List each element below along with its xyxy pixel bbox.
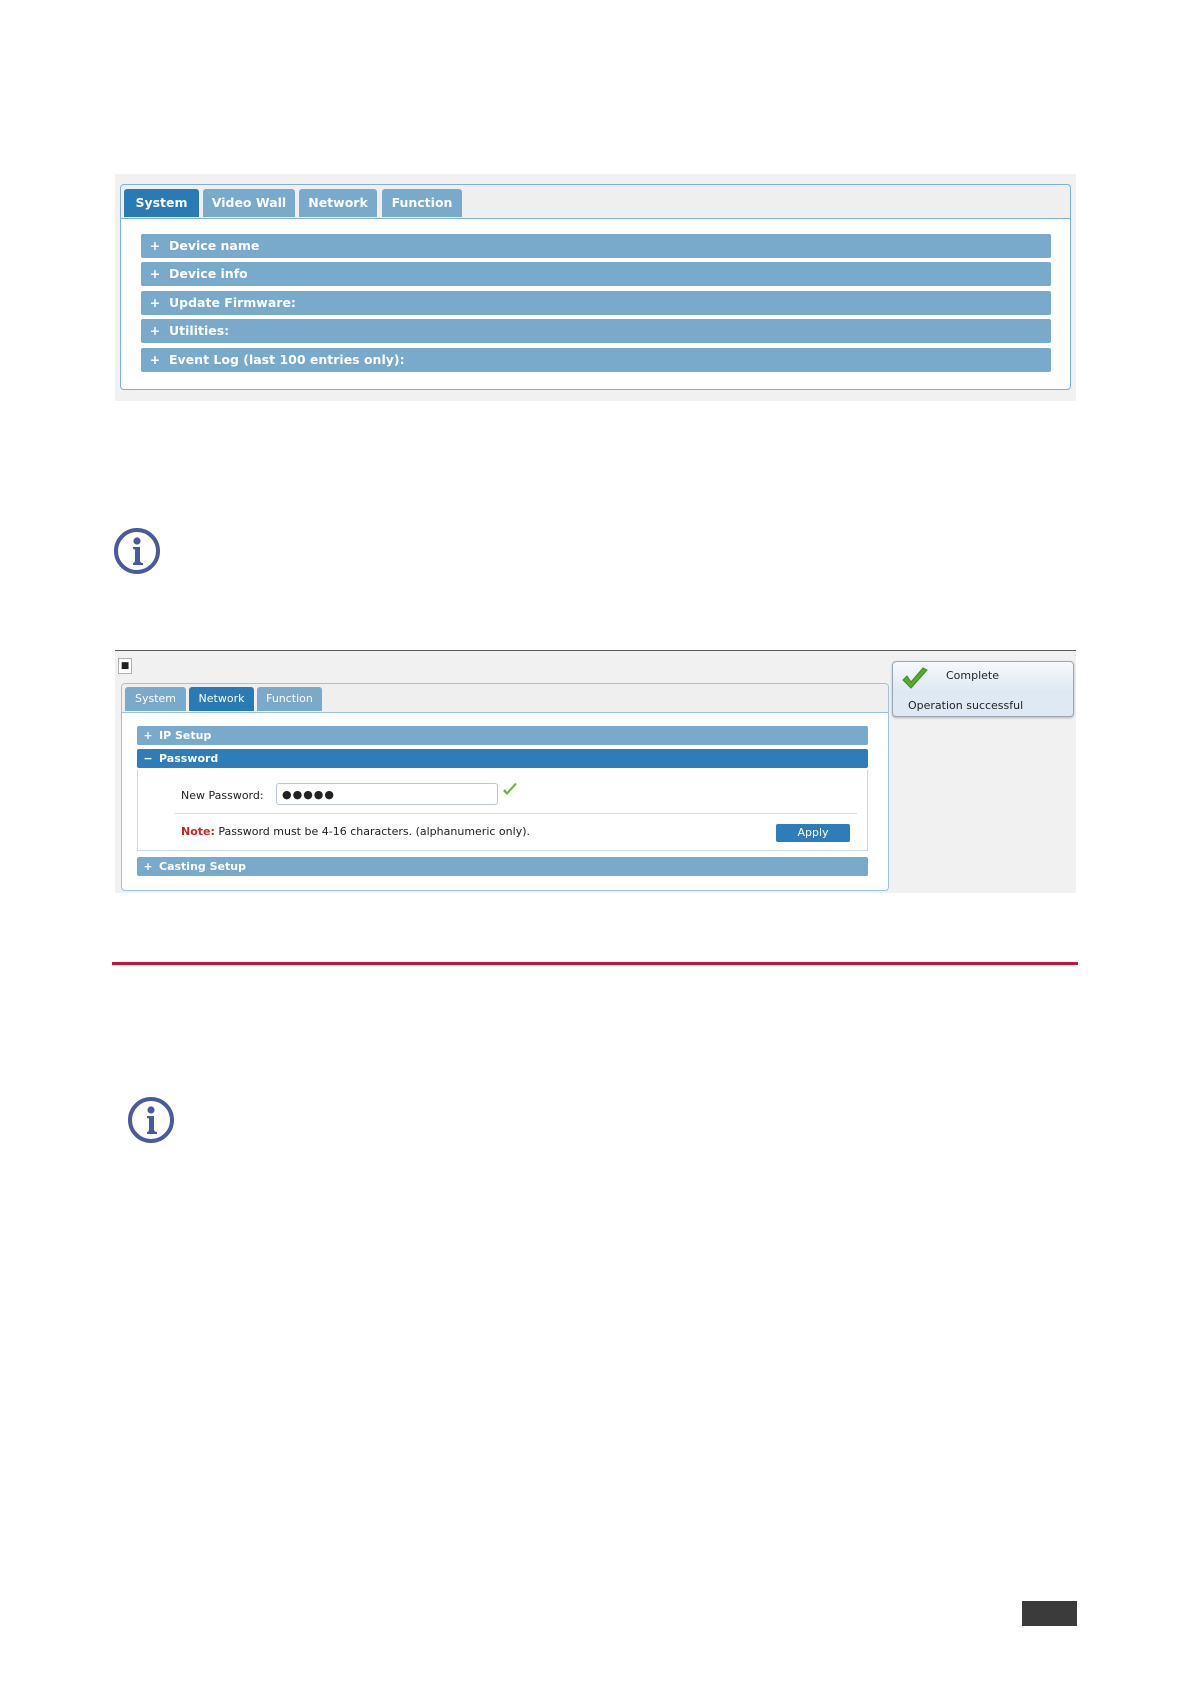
window-icon: ■ <box>118 658 132 674</box>
note-prefix: Note: <box>181 825 215 838</box>
expand-icon: + <box>149 352 161 367</box>
expand-icon: + <box>149 295 161 310</box>
section-label: Password <box>159 752 219 765</box>
password-section-body <box>137 770 868 851</box>
section-event-log[interactable] <box>141 348 1051 372</box>
expand-icon: + <box>149 238 161 253</box>
toast-message: Operation successful <box>908 699 1024 712</box>
toast-title: Complete <box>946 669 1000 682</box>
password-note <box>181 825 530 838</box>
section-label: Update Firmware: <box>169 295 296 310</box>
note-text: Password must be 4-16 characters. (alphanumeric only). <box>214 825 530 838</box>
page-number-box <box>1022 1601 1077 1626</box>
expand-icon: + <box>149 323 161 338</box>
tab-system[interactable]: System <box>125 687 186 711</box>
info-icon <box>127 1096 175 1144</box>
tab-video-wall[interactable]: Video Wall <box>203 189 295 217</box>
expand-icon: + <box>149 266 161 281</box>
info-icon <box>113 527 161 575</box>
section-label: Event Log (last 100 entries only): <box>169 352 405 367</box>
expand-icon: + <box>143 729 153 742</box>
section-update-firmware[interactable] <box>141 291 1051 315</box>
system-panel <box>120 184 1071 390</box>
network-panel <box>121 683 889 891</box>
apply-button[interactable]: Apply <box>776 824 850 842</box>
section-device-info[interactable] <box>141 262 1051 286</box>
tab-bar <box>121 185 1070 219</box>
section-divider <box>112 962 1078 965</box>
section-label: Device info <box>169 266 248 281</box>
divider <box>174 813 857 814</box>
section-label: Utilities: <box>169 323 230 338</box>
section-label: Casting Setup <box>159 860 246 873</box>
tab-function[interactable]: Function <box>257 687 322 711</box>
check-icon <box>901 666 929 692</box>
section-label: IP Setup <box>159 729 212 742</box>
section-ip-setup[interactable] <box>137 726 868 745</box>
screenshot-system-tab <box>115 174 1076 401</box>
new-password-input[interactable]: ●●●●● <box>276 783 498 805</box>
new-password-label: New Password: <box>181 789 264 802</box>
expand-icon: + <box>143 860 153 873</box>
tab-network[interactable]: Network <box>189 687 254 711</box>
notification-toast <box>892 661 1074 717</box>
divider <box>115 650 1076 651</box>
section-password[interactable] <box>137 749 868 768</box>
section-label: Device name <box>169 238 260 253</box>
tab-bar <box>122 684 888 713</box>
check-icon <box>502 782 518 798</box>
tab-network[interactable]: Network <box>299 189 377 217</box>
section-utilities[interactable] <box>141 319 1051 343</box>
section-casting-setup[interactable] <box>137 857 868 876</box>
collapse-icon: − <box>143 752 153 765</box>
tab-system[interactable]: System <box>124 189 199 217</box>
screenshot-password-setup <box>115 650 1076 893</box>
section-device-name[interactable] <box>141 234 1051 258</box>
tab-function[interactable]: Function <box>382 189 462 217</box>
